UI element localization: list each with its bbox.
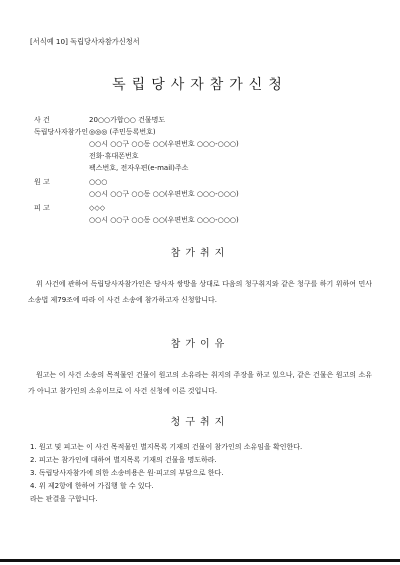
- claim-list: [30, 441, 374, 506]
- section-title-reason: 참가이유: [170, 339, 230, 350]
- claim-item: 1. 원고 및 피고는 이 사건 목적물인 별지목록 기재의 건물이 참가인의 소유임을 확인한다.: [30, 443, 303, 451]
- party-value: 전화·휴대폰번호: [89, 152, 139, 160]
- party-value: ○○시 ○○구 ○○동 ○○(우편번호 ○○○-○○○): [89, 216, 239, 224]
- party-value: ○○○: [89, 178, 108, 186]
- claim-item: 라는 판결을 구합니다.: [30, 495, 98, 503]
- bottom-divider: [0, 559, 400, 562]
- party-label: 원 고: [34, 178, 50, 186]
- party-label: 독립당사자참가인: [34, 128, 89, 136]
- party-value: ◇◇◇: [89, 204, 106, 212]
- section-title-purpose: 참가취지: [170, 248, 230, 259]
- party-value: ◎◎◎ (주민등록번호): [89, 128, 156, 136]
- party-label: 사 건: [34, 116, 50, 124]
- reason-paragraph: 원고는 이 사건 소송의 목적물인 건물이 원고의 소유라는 취지의 주장을 하고 있으나, 같은 건물은 원고의 소유가 아니고 참가인의 소유이므로 이 사건 신청에 이른 것입니다.: [28, 371, 372, 395]
- claim-item: 4. 위 제2항에 한하여 가집행 할 수 있다.: [30, 482, 154, 490]
- claim-item: 3. 독립당사자참가에 의한 소송비용은 원·피고의 부담으로 한다.: [30, 469, 224, 477]
- document-title: 독립당사자참가신청: [112, 77, 288, 93]
- claim-item: 2. 피고는 참가인에 대하여 별지목록 기재의 건물을 명도하라.: [30, 456, 217, 464]
- party-value: 팩스번호, 전자우편(e-mail)주소: [89, 164, 189, 172]
- party-value: ○○시 ○○구 ○○동 ○○(우편번호 ○○○-○○○): [89, 140, 239, 148]
- purpose-paragraph: 위 사건에 관하여 독립당사자참가인은 당사자 쌍방을 상대로 다음의 청구취지와 같은 청구를 하기 위하여 민사소송법 제79조에 따라 이 사건 소송에 참가하고자 신청합니다.: [28, 280, 372, 304]
- form-label: [서식예 10] 독립당사자참가신청서: [30, 37, 140, 46]
- party-value: 20○○가합○○ 건물명도: [89, 116, 166, 124]
- party-label: 피 고: [34, 204, 50, 212]
- party-value: ○○시 ○○구 ○○동 ○○(우편번호 ○○○-○○○): [89, 190, 239, 198]
- section-title-claim: 청구취지: [170, 417, 230, 428]
